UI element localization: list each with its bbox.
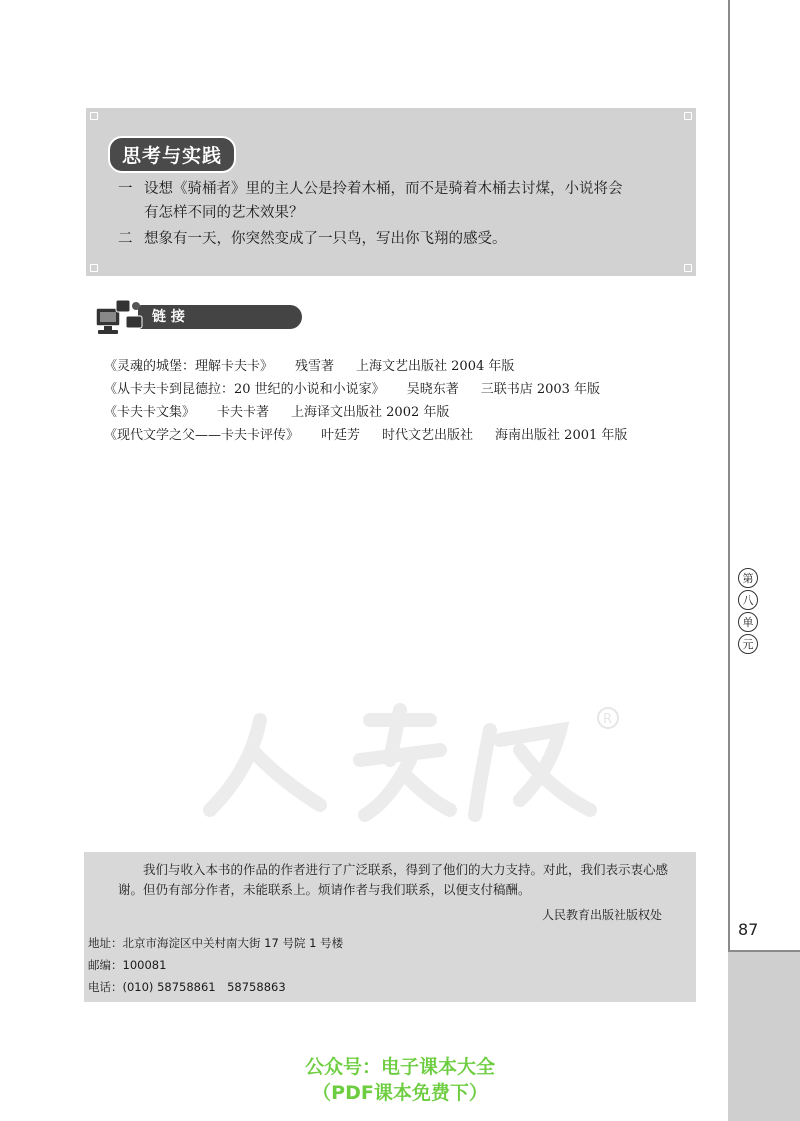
book-title: 《从卡夫卡到昆德拉：20 世纪的小说和小说家》 — [104, 382, 385, 397]
book-publisher: 时代文艺出版社 — [382, 428, 474, 443]
book-publisher: 海南出版社 2001 年版 — [495, 428, 628, 443]
sidebar-divider — [728, 0, 730, 950]
page-number: 87 — [738, 920, 759, 939]
corner-mark — [90, 264, 98, 272]
reference-item — [104, 404, 471, 422]
book-title: 《现代文学之父——卡夫卡评传》 — [104, 428, 300, 443]
link-header — [92, 296, 212, 338]
corner-mark — [684, 112, 692, 120]
unit-char: 八 — [738, 590, 758, 610]
question-number: 二 — [118, 231, 133, 247]
book-author: 叶廷芳 — [321, 428, 361, 443]
publisher-address: 地址：北京市海淀区中关村南大街 17 号院 1 号楼 — [88, 936, 344, 950]
publisher-phone: 电话：(010) 58758861 58758863 — [88, 980, 286, 994]
corner-mark — [90, 112, 98, 120]
book-author: 残雪著 — [295, 359, 335, 374]
question-text: 想象有一天，你突然变成了一只鸟，写出你飞翔的感受。 — [144, 231, 507, 247]
corner-mark — [684, 264, 692, 272]
question-continuation: 有怎样不同的艺术效果？ — [144, 205, 304, 221]
unit-char: 元 — [738, 634, 758, 654]
book-publisher: 上海文艺出版社 2004 年版 — [356, 359, 515, 374]
question-item — [118, 178, 623, 200]
copyright-notice-box — [84, 852, 696, 1002]
book-publisher: 上海译文出版社 2002 年版 — [291, 405, 450, 420]
svg-text:R: R — [603, 712, 613, 727]
section-title: 思考与实践 — [108, 136, 236, 173]
publisher-watermark-logo — [190, 690, 630, 830]
question-number: 一 — [118, 181, 133, 197]
book-title: 《灵魂的城堡：理解卡夫卡》 — [104, 359, 274, 374]
book-title: 《卡夫卡文集》 — [104, 405, 196, 420]
question-text: 设想《骑桶者》里的主人公是拎着木桶，而不是骑着木桶去讨煤，小说将会 — [144, 181, 623, 197]
reference-item — [104, 427, 649, 445]
unit-char: 单 — [738, 612, 758, 632]
notice-text: 我们与收入本书的作品的作者进行了广泛联系，得到了他们的大力支持。对此，我们表示衷心感谢。但仍有部分作者，未能联系上。烦请作者与我们联系，以便支付稿酬。 — [118, 862, 669, 897]
bottom-note-line: 公众号：电子课本大全 — [304, 1056, 495, 1078]
book-author: 吴晓东著 — [406, 382, 459, 397]
book-publisher: 三联书店 2003 年版 — [480, 382, 601, 397]
publisher-postcode: 邮编：100081 — [88, 958, 167, 972]
notice-signature: 人民教育出版社版权处 — [541, 908, 662, 922]
unit-marker — [738, 568, 760, 654]
question-item — [118, 228, 507, 250]
unit-char: 第 — [738, 568, 758, 588]
reference-item — [104, 381, 622, 399]
link-title: 链 接 — [138, 305, 302, 329]
book-author: 卡夫卡著 — [217, 405, 270, 420]
reference-item — [104, 358, 536, 376]
bottom-note-line: （PDF课本免费下） — [312, 1082, 488, 1104]
computer-icon — [92, 296, 150, 338]
